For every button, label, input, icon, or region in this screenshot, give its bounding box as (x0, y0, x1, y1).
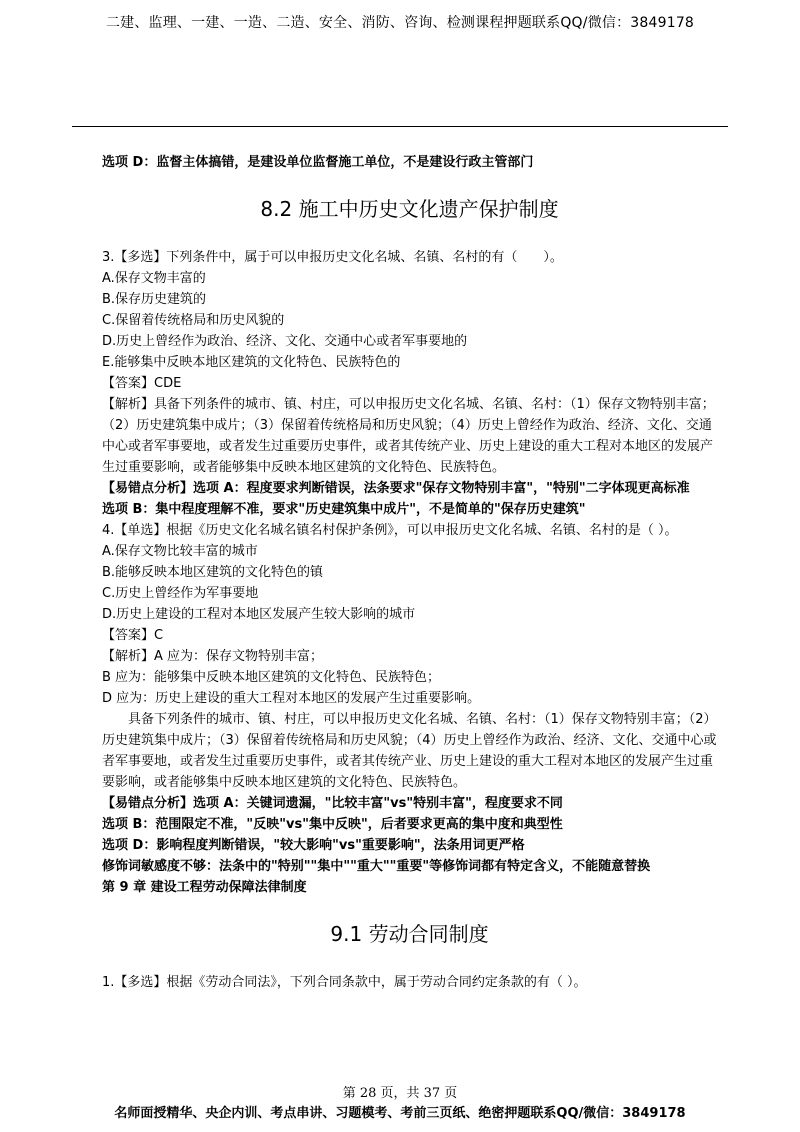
q4-option-d: D.历史上建设的工程对本地区发展产生较大影响的城市 (102, 607, 416, 622)
q4-stem: 4.【单选】根据《历史文化名城名镇名村保护条例》，可以申报历史文化名城、名镇、名村的是（ ）。 (102, 523, 678, 538)
page-header: 二建、监理、一建、一造、二造、安全、消防、咨询、检测课程押题联系QQ/微信：3849178 (105, 15, 695, 31)
q4-option-b: B.能够反映本地区建筑的文化特色的镇 (102, 565, 324, 580)
q4-option-a: A.保存文物比较丰富的城市 (102, 544, 258, 559)
q3-option-d: D.历史上曾经作为政治、经济、文化、交通中心或者军事要地的 (102, 334, 468, 349)
prev-option-d-note: 选项 D：监督主体搞错，是建设单位监督施工单位，不是建设行政主管部门 (102, 155, 534, 170)
q3-error-b: 选项 B：集中程度理解不准，要求"历史建筑集中成片"，不是简单的"保存历史建筑" (102, 502, 586, 517)
q3-stem: 3.【多选】下列条件中，属于可以申报历史文化名城、名镇、名村的有（ ）。 (102, 250, 563, 265)
document-body (102, 152, 717, 993)
q3-option-c: C.保留着传统格局和历史风貌的 (102, 313, 285, 328)
q4-error-note: 修饰词敏感度不够：法条中的"特别""集中""重大""重要"等修饰词都有特定含义，不能随意替换 (102, 859, 651, 874)
q4-error-b: 选项 B：范围限定不准，"反映"vs"集中反映"，后者要求更高的集中度和典型性 (102, 817, 563, 832)
page-number: 第 28 页，共 37 页 (342, 1086, 458, 1101)
section-8-2-title: 8.2 施工中历史文化遗产保护制度 (260, 197, 559, 221)
q4-analysis-full: 具备下列条件的城市、镇、村庄，可以申报历史文化名城、名镇、名村：（1）保存文物特别丰富；（2）历史建筑集中成片；（3）保留着传统格局和历史风貌；（4）历史上曾经作为政治、经济、文化、交通中心或者军事要地，或者发生过重要历史事件，或者其传统产业、历史上建设的重大工程对本地区的发展产生过重要影响，或者能够集中反映本地区建筑的文化特色、民族特色。 (102, 712, 717, 790)
q3-option-b: B.保存历史建筑的 (102, 292, 207, 307)
page-footer-ad: 名师面授精华、央企内训、考点串讲、习题模考、考前三页纸、绝密押题联系QQ/微信：3849178 (114, 1106, 686, 1121)
q3-option-a: A.保存文物丰富的 (102, 271, 206, 286)
q4-analysis-d: D 应为：历史上建设的重大工程对本地区的发展产生过重要影响。 (102, 691, 481, 706)
chapter-9-title: 第 9 章 建设工程劳动保障法律制度 (102, 880, 307, 895)
q3-answer: 【答案】CDE (102, 376, 182, 391)
q3-error-a: 【易错点分析】选项 A：程度要求判断错误，法条要求"保存文物特别丰富"，"特别"二字体现更高标准 (102, 481, 690, 496)
section-9-1-title: 9.1 劳动合同制度 (330, 922, 489, 946)
q4-analysis-b: B 应为：能够集中反映本地区建筑的文化特色、民族特色； (102, 670, 441, 685)
header-divider (72, 126, 728, 127)
q4-answer: 【答案】C (102, 628, 164, 643)
q4-analysis-a: 【解析】A 应为：保存文物特别丰富； (102, 649, 324, 664)
q4-error-a: 【易错点分析】选项 A：关键词遗漏，"比较丰富"vs"特别丰富"，程度要求不同 (102, 796, 563, 811)
q1-stem: 1.【多选】根据《劳动合同法》，下列合同条款中，属于劳动合同约定条款的有（ ）。 (102, 975, 587, 990)
q4-error-d: 选项 D：影响程度判断错误，"较大影响"vs"重要影响"，法条用词更严格 (102, 838, 525, 853)
q3-analysis: 【解析】具备下列条件的城市、镇、村庄，可以申报历史文化名城、名镇、名村：（1）保存文物特别丰富；（2）历史建筑集中成片；（3）保留着传统格局和历史风貌；（4）历史上曾经作为政治、经济、文化、交通中心或者军事要地，或者发生过重要历史事件，或者其传统产业、历史上建设的重大工程对本地区的发展产生过重要影响，或者能够集中反映本地区建筑的文化特色、民族特色。 (102, 397, 715, 475)
q3-option-e: E.能够集中反映本地区建筑的文化特色、民族特色的 (102, 355, 401, 370)
q4-option-c: C.历史上曾经作为军事要地 (102, 586, 259, 601)
